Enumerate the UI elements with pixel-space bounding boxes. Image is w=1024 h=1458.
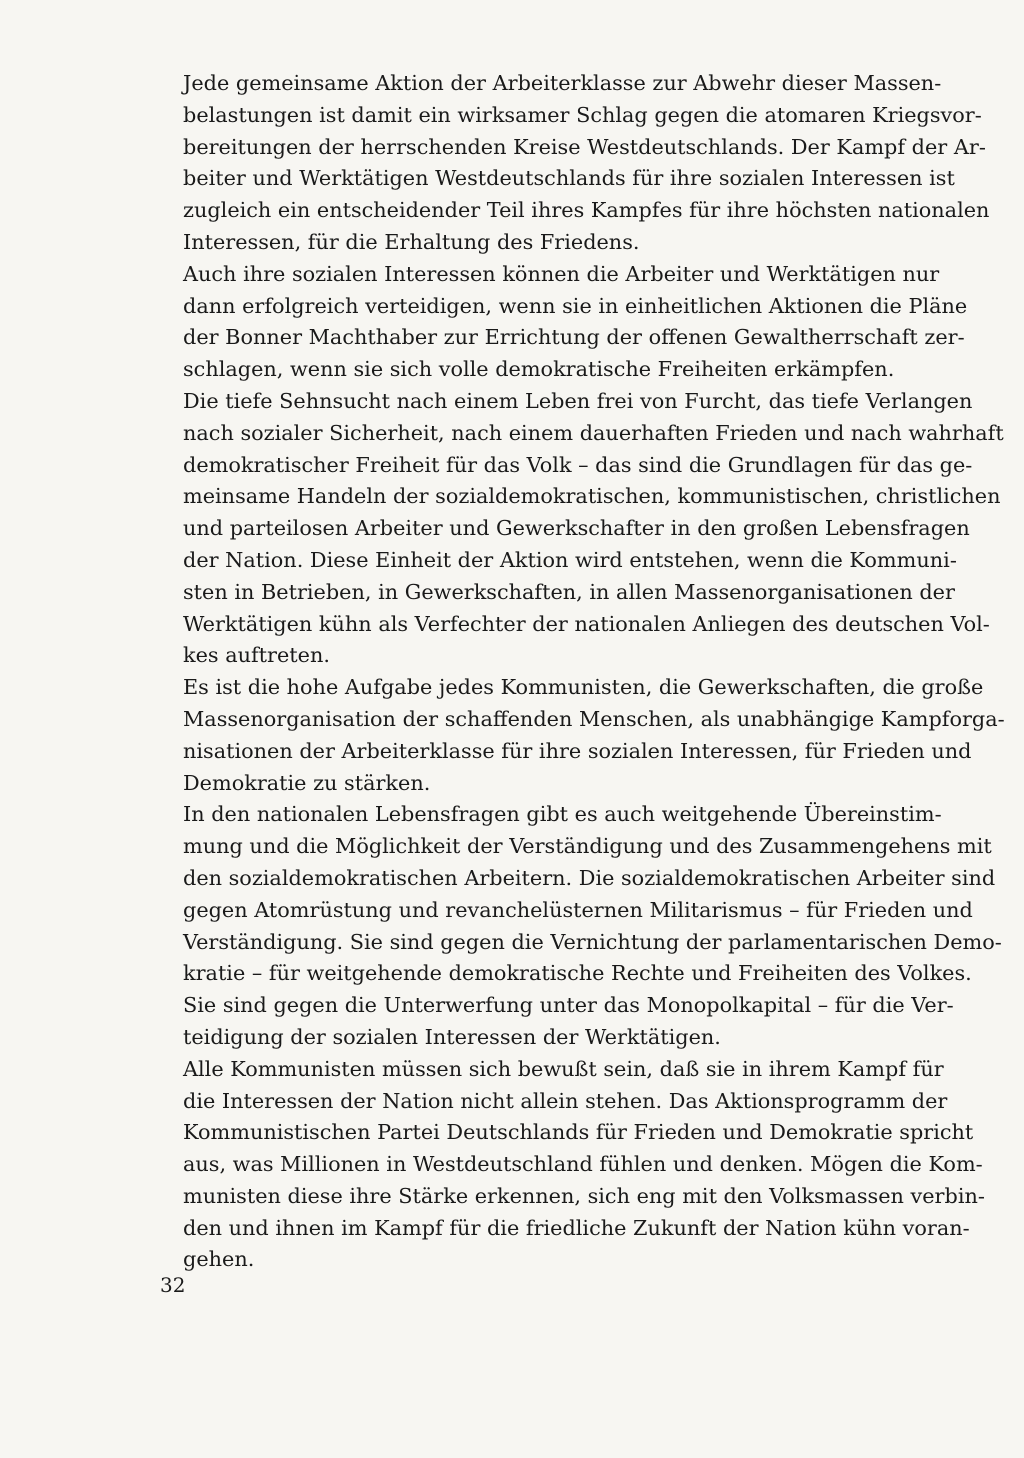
- text-line: beiter und Werktätigen Westdeutschlands für ihre sozialen Interessen ist: [183, 166, 955, 191]
- text-line: demokratischer Freiheit für das Volk – das sind die Grundlagen für das ge-: [183, 452, 973, 477]
- text-line: Jede gemeinsame Aktion der Arbeiterklasse zur Abwehr dieser Massen-: [183, 71, 942, 95]
- text-line: kes auftreten.: [183, 643, 330, 668]
- text-line: nisationen der Arbeiterklasse für ihre sozialen Interessen, für Frieden und: [183, 738, 972, 763]
- text-line: Werktätigen kühn als Verfechter der nationalen Anliegen des deutschen Vol-: [183, 611, 990, 636]
- text-line: Interessen, für die Erhaltung des Friedens.: [183, 229, 640, 254]
- text-line: der Bonner Machthaber zur Errichtung der offenen Gewaltherrschaft zer-: [183, 325, 965, 350]
- text-line: gehen.: [183, 1247, 255, 1272]
- text-line: Es ist die hohe Aufgabe jedes Kommunisten, die Gewerkschaften, die große: [183, 675, 984, 700]
- text-line: und parteilosen Arbeiter und Gewerkschafter in den großen Lebensfragen: [183, 516, 970, 541]
- text-line: munisten diese ihre Stärke erkennen, sich eng mit den Volksmassen verbin-: [183, 1183, 985, 1208]
- text-line: gegen Atomrüstung und revanchelüsternen Militarismus – für Frieden und: [183, 897, 973, 922]
- text-line: zugleich ein entscheidender Teil ihres Kampfes für ihre höchsten nationalen: [183, 198, 990, 223]
- text-line: bereitungen der herrschenden Kreise Westdeutschlands. Der Kampf der Ar-: [183, 134, 986, 159]
- text-line: dann erfolgreich verteidigen, wenn sie in einheitlichen Aktionen die Pläne: [183, 293, 968, 318]
- text-line: mung und die Möglichkeit der Verständigung und des Zusammengehens mit: [183, 834, 992, 859]
- paragraph: [157, 259, 968, 386]
- text-line: Auch ihre sozialen Interessen können die Arbeiter und Werktätigen nur: [183, 261, 940, 286]
- paragraph: [157, 799, 1002, 1053]
- text-line: der Nation. Diese Einheit der Aktion wird entstehen, wenn die Kommuni-: [183, 547, 957, 572]
- text-line: den sozialdemokratischen Arbeitern. Die sozialdemokratischen Arbeiter sind: [183, 865, 996, 890]
- paragraph: [157, 68, 990, 259]
- document-body: [157, 68, 1005, 1276]
- text-line: belastungen ist damit ein wirksamer Schlag gegen die atomaren Kriegsvor-: [183, 102, 982, 127]
- text-line: kratie – für weitgehende demokratische Rechte und Freiheiten des Volkes.: [183, 961, 972, 986]
- text-line: aus, was Millionen in Westdeutschland fühlen und denken. Mögen die Kom-: [183, 1152, 983, 1177]
- text-line: nach sozialer Sicherheit, nach einem dauerhaften Frieden und nach wahrhaft: [183, 420, 1004, 445]
- text-line: schlagen, wenn sie sich volle demokratische Freiheiten erkämpfen.: [183, 357, 895, 382]
- text-line: die Interessen der Nation nicht allein stehen. Das Aktionsprogramm der: [183, 1088, 948, 1113]
- text-line: Verständigung. Sie sind gegen die Vernichtung der parlamentarischen Demo-: [183, 929, 1002, 954]
- paragraph: [157, 672, 1005, 799]
- text-line: Massenorganisation der schaffenden Menschen, als unabhängige Kampforga-: [183, 706, 1005, 731]
- paragraph: [157, 386, 1004, 672]
- text-line: Alle Kommunisten müssen sich bewußt sein, daß sie in ihrem Kampf für: [183, 1056, 944, 1081]
- text-line: sten in Betrieben, in Gewerkschaften, in allen Massenorganisationen der: [183, 579, 955, 604]
- text-line: teidigung der sozialen Interessen der Werktätigen.: [183, 1024, 721, 1049]
- text-line: den und ihnen im Kampf für die friedliche Zukunft der Nation kühn voran-: [183, 1215, 970, 1240]
- page-number: 32: [160, 1273, 186, 1297]
- text-line: Sie sind gegen die Unterwerfung unter das Monopolkapital – für die Ver-: [183, 993, 954, 1018]
- paragraph: [157, 1054, 985, 1277]
- text-line: meinsame Handeln der sozialdemokratischen, kommunistischen, christlichen: [183, 484, 1001, 509]
- text-line: Kommunistischen Partei Deutschlands für Frieden und Demokratie spricht: [183, 1120, 974, 1145]
- text-line: Die tiefe Sehnsucht nach einem Leben frei von Furcht, das tiefe Verlangen: [183, 388, 973, 413]
- text-line: Demokratie zu stärken.: [183, 770, 431, 795]
- text-line: In den nationalen Lebensfragen gibt es auch weitgehende Übereinstim-: [183, 802, 942, 827]
